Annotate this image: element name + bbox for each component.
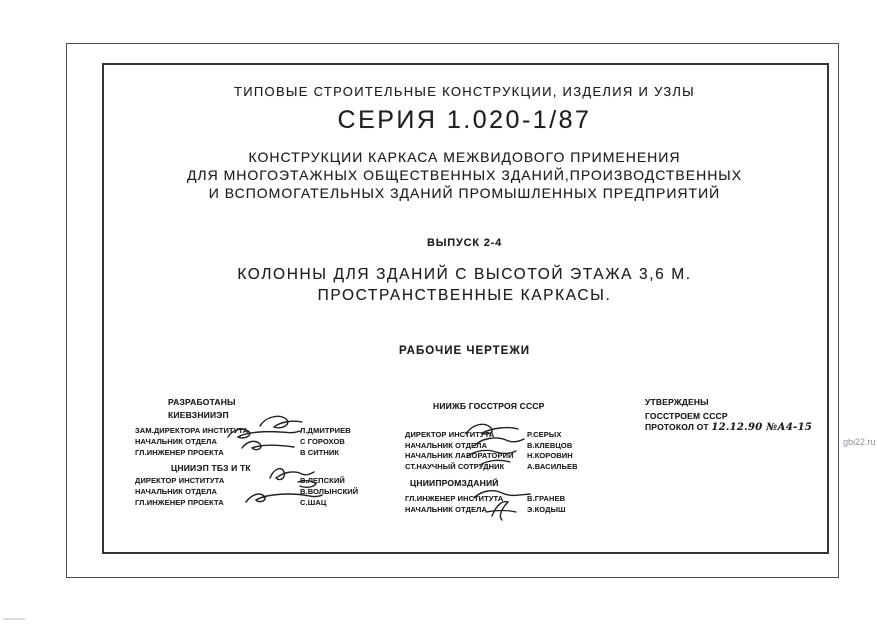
position-label: ГЛ.ИНЖЕНЕР ПРОЕКТА <box>135 498 224 507</box>
position-label: НАЧАЛЬНИК ОТДЕЛА <box>405 441 488 450</box>
position-label: НАЧАЛЬНИК ЛАБОРАТОРИИ <box>405 451 514 460</box>
org-niizhb-name: НИИЖБ ГОССТРОЯ СССР <box>433 401 545 411</box>
person-name: Н.КОРОВИН <box>527 451 573 460</box>
signature-niizhb <box>460 420 534 470</box>
description-line-2: ДЛЯ МНОГОЭТАЖНЫХ ОБЩЕСТВЕННЫХ ЗДАНИЙ,ПРОИЗВОДСТВЕННЫХ <box>186 167 743 183</box>
position-label: ДИРЕКТОР ИНСТИТУТА <box>405 430 495 439</box>
document-type-label: РАБОЧИЕ ЧЕРТЕЖИ <box>398 345 530 357</box>
person-name: В.ВОЛЫНСКИЙ <box>300 487 359 496</box>
position-label: ЗАМ.ДИРЕКТОРА ИНСТИТУТА <box>135 426 249 435</box>
position-label: НАЧАЛЬНИК ОТДЕЛА <box>135 487 218 496</box>
person-name: В.КЛЕВЦОВ <box>527 441 573 450</box>
scan-artifact <box>3 618 25 620</box>
position-label: НАЧАЛЬНИК ОТДЕЛА <box>135 437 218 446</box>
issue-title-line-2: ПРОСТРАНСТВЕННЫЕ КАРКАСЫ. <box>317 287 612 304</box>
protocol-line <box>645 422 812 433</box>
series-title: СЕРИЯ 1.020-1/87 <box>337 106 592 134</box>
person-name: В СИТНИК <box>300 448 340 457</box>
issue-title-line-1: КОЛОННЫ ДЛЯ ЗДАНИЙ С ВЫСОТОЙ ЭТАЖА 3,6 М. <box>237 266 692 283</box>
signature-kievzniiep <box>222 410 318 458</box>
approval-column <box>645 397 825 447</box>
person-name: Л.ДМИТРИЕВ <box>300 426 351 435</box>
developed-label: РАЗРАБОТАНЫ <box>168 397 236 407</box>
site-watermark: gbi22.ru <box>843 437 876 447</box>
issue-number: ВЫПУСК 2-4 <box>426 237 503 249</box>
person-name: С.ШАЦ <box>300 498 327 507</box>
approved-label: УТВЕРЖДЕНЫ <box>645 397 709 407</box>
signature-tsniiep <box>240 462 340 512</box>
position-label: ГЛ.ИНЖЕНЕР ИНСТИТУТА <box>405 494 504 503</box>
description-line-1: КОНСТРУКЦИИ КАРКАСА МЕЖВИДОВОГО ПРИМЕНЕНИЯ <box>248 149 681 165</box>
approving-org: ГОССТРОЕМ СССР <box>645 411 728 421</box>
person-name: Р.СЕРЫХ <box>527 430 562 439</box>
document-class-title: ТИПОВЫЕ СТРОИТЕЛЬНЫЕ КОНСТРУКЦИИ, ИЗДЕЛИЯ И УЗЛЫ <box>234 84 695 99</box>
description-line-3: И ВСПОМОГАТЕЛЬНЫХ ЗДАНИЙ ПРОМЫШЛЕННЫХ ПРЕДПРИЯТИЙ <box>208 185 721 201</box>
protocol-prefix: ПРОТОКОЛ ОТ <box>645 422 709 432</box>
position-label: ГЛ.ИНЖЕНЕР ПРОЕКТА <box>135 448 224 457</box>
protocol-handwritten-value: 12.12.90 №А4-15 <box>711 422 813 433</box>
org-kievzniiep-name: КИЕВЗНИИЭП <box>168 410 229 420</box>
person-name: А.ВАСИЛЬЕВ <box>527 462 578 471</box>
position-label: СТ.НАУЧНЫЙ СОТРУДНИК <box>405 462 505 471</box>
person-name: В.ГРАНЕВ <box>527 494 566 503</box>
person-name: С ГОРОХОВ <box>300 437 345 446</box>
person-name: В.ЛЕПСКИЙ <box>300 476 345 485</box>
person-name: Э.КОДЫШ <box>527 505 566 514</box>
position-label: НАЧАЛЬНИК ОТДЕЛА <box>405 505 488 514</box>
signature-tsniipromzdaniy <box>468 486 544 524</box>
position-label: ДИРЕКТОР ИНСТИТУТА <box>135 476 225 485</box>
org-tsniiep-name: ЦНИИЭП ТБЗ И ТК <box>171 463 251 473</box>
org-tsniipromzdaniy-name: ЦНИИПРОМЗДАНИЙ <box>410 478 499 488</box>
